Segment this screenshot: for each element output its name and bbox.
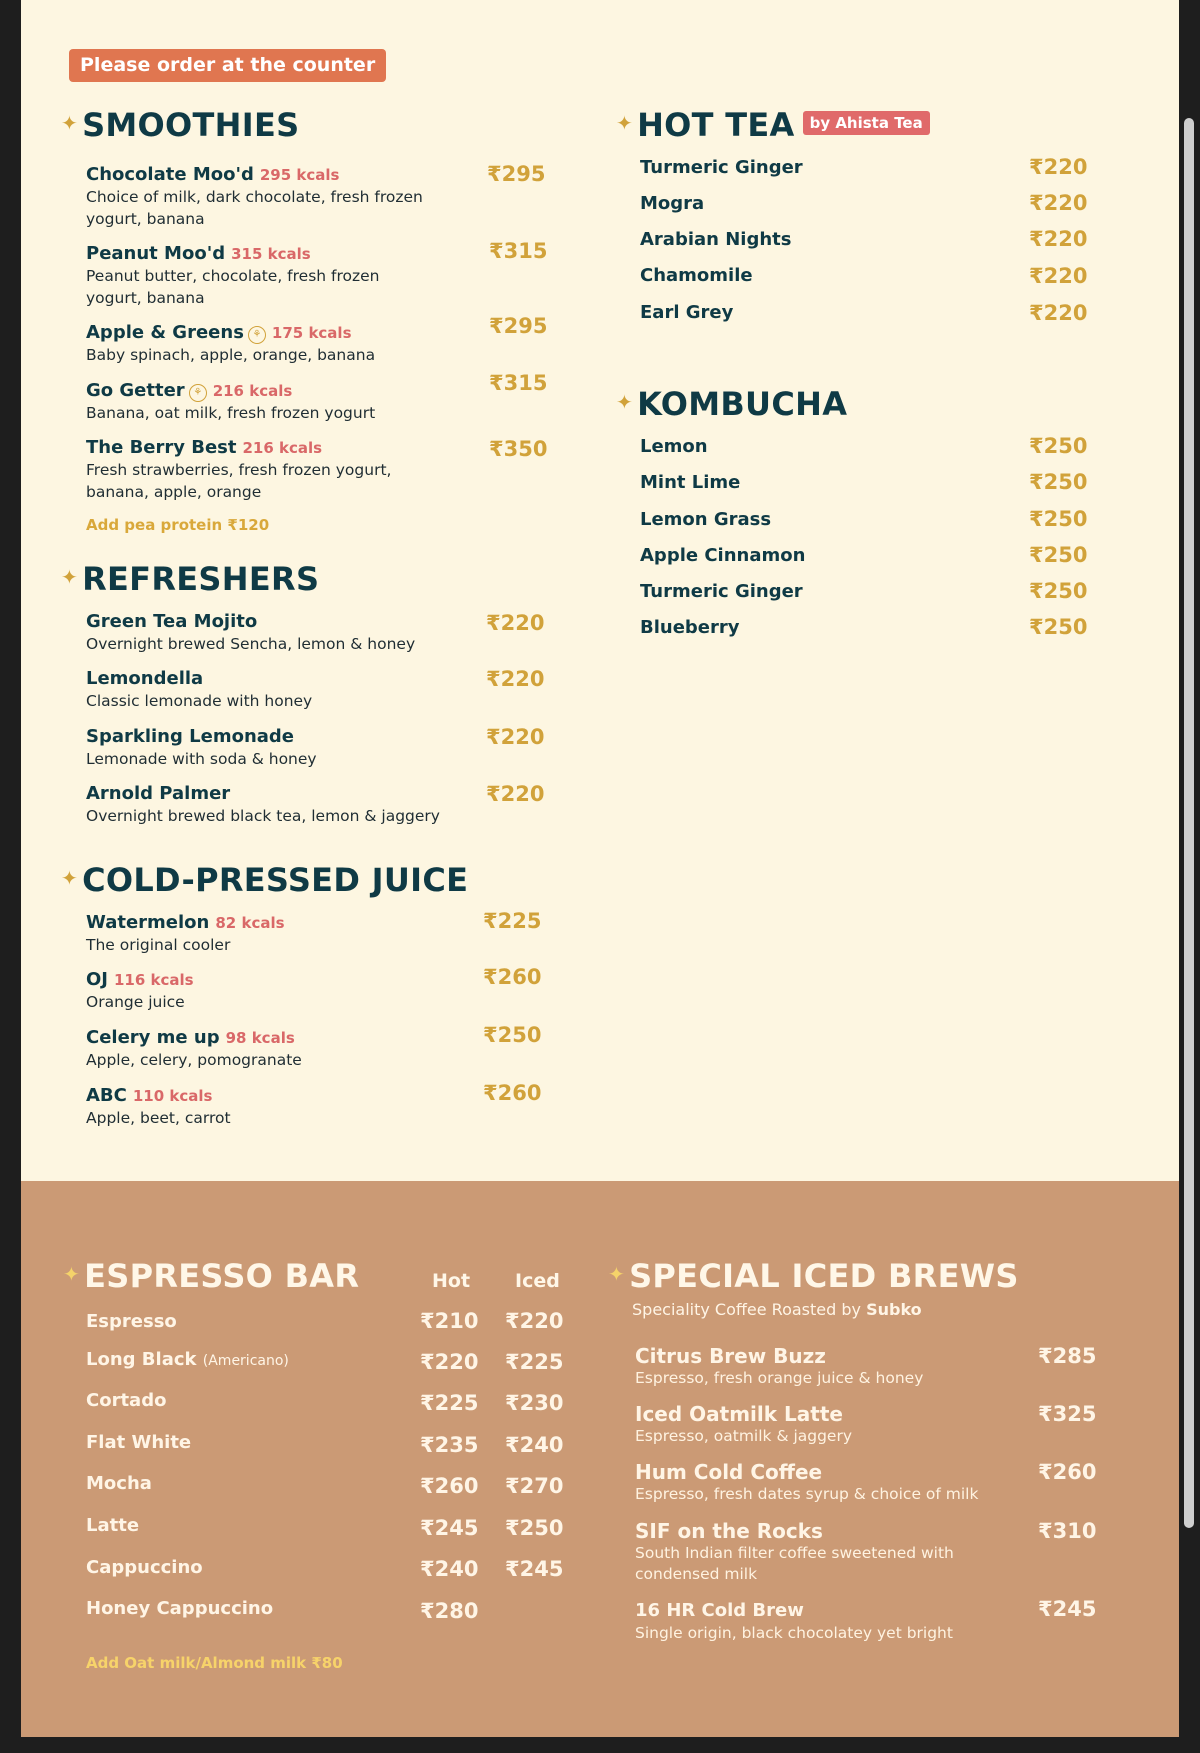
menu-item — [86, 1085, 426, 1129]
item-description: Apple, beet, carrot — [86, 1109, 231, 1127]
tea-item-price: ₹220 — [1029, 264, 1088, 288]
item-kcal: 110 kcals — [132, 1087, 213, 1105]
star-icon: ✦ — [616, 390, 634, 414]
espresso-item-name: Honey Cappuccino — [86, 1598, 274, 1619]
item-kcal: 175 kcals — [271, 324, 352, 342]
menu-item — [86, 322, 426, 366]
kombucha-item-name: Lemon Grass — [640, 509, 772, 530]
item-description: Baby spinach, apple, orange, banana — [86, 346, 376, 364]
hot-price: ₹225 — [420, 1391, 479, 1415]
menu-item — [86, 912, 426, 956]
item-price: ₹325 — [1038, 1402, 1097, 1426]
kombucha-item-price: ₹250 — [1029, 579, 1088, 603]
menu-item — [86, 380, 426, 424]
hot-price: ₹260 — [420, 1474, 479, 1498]
brew-item — [635, 1402, 995, 1447]
item-description: Banana, oat milk, fresh frozen yogurt — [86, 404, 376, 422]
menu-item — [86, 611, 486, 655]
item-description: Espresso, fresh dates syrup & choice of milk — [635, 1485, 979, 1503]
menu-bottom-section — [21, 1181, 1179, 1737]
tea-item-price: ₹220 — [1029, 227, 1088, 251]
item-price: ₹245 — [1038, 1597, 1097, 1621]
tea-item-price: ₹220 — [1029, 301, 1088, 325]
kombucha-item-price: ₹250 — [1029, 543, 1088, 567]
tea-item-name: Mogra — [640, 193, 705, 214]
brew-item — [635, 1519, 975, 1585]
item-name: Watermelon — [86, 912, 210, 933]
brew-item — [635, 1460, 995, 1505]
espresso-item-name: Cortado — [86, 1390, 167, 1411]
item-description: Lemonade with soda & honey — [86, 750, 317, 768]
tea-item-name: Earl Grey — [640, 302, 734, 323]
kombucha-item-name: Apple Cinnamon — [640, 545, 806, 566]
item-kcal: 116 kcals — [114, 971, 194, 989]
item-kcal: 315 kcals — [231, 245, 311, 263]
iced-brews-subtitle: Speciality Coffee Roasted by Subko — [632, 1300, 922, 1319]
iced-price: ₹230 — [505, 1391, 564, 1415]
item-description: Fresh strawberries, fresh frozen yogurt, banana, apple, orange — [86, 461, 392, 501]
espresso-item-name: Flat White — [86, 1432, 192, 1453]
hot-price: ₹245 — [420, 1516, 479, 1540]
item-description: Espresso, oatmilk & jaggery — [635, 1427, 853, 1445]
espresso-addon: Add Oat milk/Almond milk ₹80 — [86, 1654, 343, 1672]
kombucha-item-price: ₹250 — [1029, 434, 1088, 458]
iced-brews-title: ✦ SPECIAL ICED BREWS — [608, 1257, 1019, 1295]
iced-price: ₹250 — [505, 1516, 564, 1540]
item-description: Overnight brewed Sencha, lemon & honey — [86, 635, 416, 653]
menu-item — [86, 1027, 426, 1071]
leaf-icon: ⚘ — [189, 384, 207, 402]
item-description: Apple, celery, pomogranate — [86, 1051, 302, 1069]
iced-column-header: Iced — [515, 1270, 560, 1292]
star-icon: ✦ — [61, 565, 79, 589]
item-price: ₹350 — [489, 437, 548, 461]
star-icon: ✦ — [608, 1262, 626, 1286]
hot-price: ₹235 — [420, 1433, 479, 1457]
tea-item-name: Turmeric Ginger — [640, 157, 803, 178]
menu-item — [86, 726, 486, 770]
item-name: Apple & Greens — [86, 322, 244, 343]
item-name: Green Tea Mojito — [86, 611, 258, 632]
item-price: ₹310 — [1038, 1519, 1097, 1543]
item-price: ₹220 — [486, 667, 545, 691]
item-description: The original cooler — [86, 936, 231, 954]
star-icon: ✦ — [61, 111, 79, 135]
espresso-item-name: Mocha — [86, 1473, 152, 1494]
menu-item — [86, 783, 486, 827]
item-price: ₹285 — [1038, 1344, 1097, 1368]
iced-price: ₹270 — [505, 1474, 564, 1498]
item-kcal: 216 kcals — [212, 382, 293, 400]
hot-price: ₹210 — [420, 1309, 479, 1333]
star-icon: ✦ — [63, 1262, 81, 1286]
item-name: SIF on the Rocks — [635, 1519, 823, 1543]
item-price: ₹295 — [489, 314, 548, 338]
item-name: Arnold Palmer — [86, 783, 231, 804]
item-name: Chocolate Moo'd — [86, 164, 254, 185]
iced-price: ₹225 — [505, 1350, 564, 1374]
tea-item-name: Arabian Nights — [640, 229, 792, 250]
item-name: 16 HR Cold Brew — [635, 1600, 804, 1621]
item-price: ₹220 — [486, 782, 545, 806]
espresso-item-name: Espresso — [86, 1311, 177, 1332]
espresso-item-name: Latte — [86, 1515, 140, 1536]
kombucha-item-name: Mint Lime — [640, 472, 741, 493]
menu-top-section — [21, 0, 1179, 1181]
brew-item — [635, 1344, 995, 1389]
menu-item — [86, 164, 426, 230]
subko-brand: Subko — [866, 1300, 922, 1319]
tea-item-price: ₹220 — [1029, 191, 1088, 215]
kombucha-item-name: Turmeric Ginger — [640, 581, 803, 602]
espresso-item-name: Cappuccino — [86, 1557, 203, 1578]
tea-item-price: ₹220 — [1029, 155, 1088, 179]
item-price: ₹260 — [1038, 1460, 1097, 1484]
item-note: (Americano) — [202, 1353, 289, 1369]
item-name: Lemondella — [86, 668, 204, 689]
hot-price: ₹280 — [420, 1599, 479, 1623]
item-kcal: 295 kcals — [259, 166, 340, 184]
item-description: Overnight brewed black tea, lemon & jaggery — [86, 807, 440, 825]
espresso-item-name: Long Black (Americano) — [86, 1349, 289, 1370]
item-description: Classic lemonade with honey — [86, 692, 313, 710]
hot-price: ₹220 — [420, 1350, 479, 1374]
item-name: Celery me up — [86, 1027, 220, 1048]
item-name: Iced Oatmilk Latte — [635, 1402, 843, 1426]
hot-column-header: Hot — [432, 1270, 471, 1292]
item-kcal: 216 kcals — [242, 439, 323, 457]
item-description: Orange juice — [86, 993, 185, 1011]
hot-tea-title: ✦ HOT TEA by Ahista Tea — [616, 106, 930, 144]
iced-price: ₹220 — [505, 1309, 564, 1333]
star-icon: ✦ — [61, 866, 79, 890]
smoothies-addon: Add pea protein ₹120 — [86, 516, 270, 534]
menu-item — [86, 668, 486, 712]
kombucha-title: ✦ KOMBUCHA — [616, 385, 848, 423]
menu-item — [86, 243, 426, 309]
kombucha-item-price: ₹250 — [1029, 507, 1088, 531]
item-description: Peanut butter, chocolate, fresh frozen yogurt, banana — [86, 267, 380, 307]
item-description: Espresso, fresh orange juice & honey — [635, 1369, 924, 1387]
kombucha-item-price: ₹250 — [1029, 470, 1088, 494]
menu-page — [21, 0, 1179, 1737]
hot-price: ₹240 — [420, 1557, 479, 1581]
item-name: Hum Cold Coffee — [635, 1460, 823, 1484]
item-price: ₹220 — [486, 725, 545, 749]
menu-item — [86, 969, 426, 1013]
item-price: ₹260 — [483, 1081, 542, 1105]
iced-price: ₹245 — [505, 1557, 564, 1581]
item-price: ₹225 — [483, 909, 542, 933]
order-at-counter-badge: Please order at the counter — [69, 49, 386, 82]
smoothies-title: ✦ SMOOTHIES — [61, 106, 300, 144]
tea-item-name: Chamomile — [640, 265, 753, 286]
item-price: ₹295 — [487, 162, 546, 186]
kombucha-item-price: ₹250 — [1029, 615, 1088, 639]
item-description: South Indian filter coffee sweetened with condensed milk — [635, 1544, 954, 1583]
item-name: The Berry Best — [86, 437, 237, 458]
item-kcal: 98 kcals — [225, 1029, 295, 1047]
item-name: OJ — [86, 969, 108, 990]
item-name: ABC — [86, 1085, 127, 1106]
vertical-scrollbar[interactable] — [1184, 118, 1194, 1528]
item-description: Choice of milk, dark chocolate, fresh frozen yogurt, banana — [86, 188, 423, 228]
item-price: ₹220 — [486, 611, 545, 635]
item-price: ₹315 — [489, 239, 548, 263]
item-price: ₹260 — [483, 965, 542, 989]
item-name: Go Getter — [86, 380, 185, 401]
kombucha-item-name: Lemon — [640, 436, 708, 457]
kombucha-item-name: Blueberry — [640, 617, 740, 638]
item-description: Single origin, black chocolatey yet bright — [635, 1624, 953, 1642]
leaf-icon: ⚘ — [248, 326, 266, 344]
item-name: Peanut Moo'd — [86, 243, 226, 264]
item-kcal: 82 kcals — [215, 914, 285, 932]
item-name: Citrus Brew Buzz — [635, 1344, 826, 1368]
item-price: ₹315 — [489, 371, 548, 395]
ahista-tea-badge: by Ahista Tea — [803, 111, 930, 135]
iced-price: ₹240 — [505, 1433, 564, 1457]
juice-title: ✦ COLD-PRESSED JUICE — [61, 861, 469, 899]
item-price: ₹250 — [483, 1023, 542, 1047]
item-name: Sparkling Lemonade — [86, 726, 295, 747]
menu-item — [86, 437, 426, 503]
brew-item — [635, 1599, 995, 1644]
refreshers-title: ✦ REFRESHERS — [61, 560, 320, 598]
star-icon: ✦ — [616, 111, 634, 135]
espresso-bar-title: ✦ ESPRESSO BAR — [63, 1257, 360, 1295]
